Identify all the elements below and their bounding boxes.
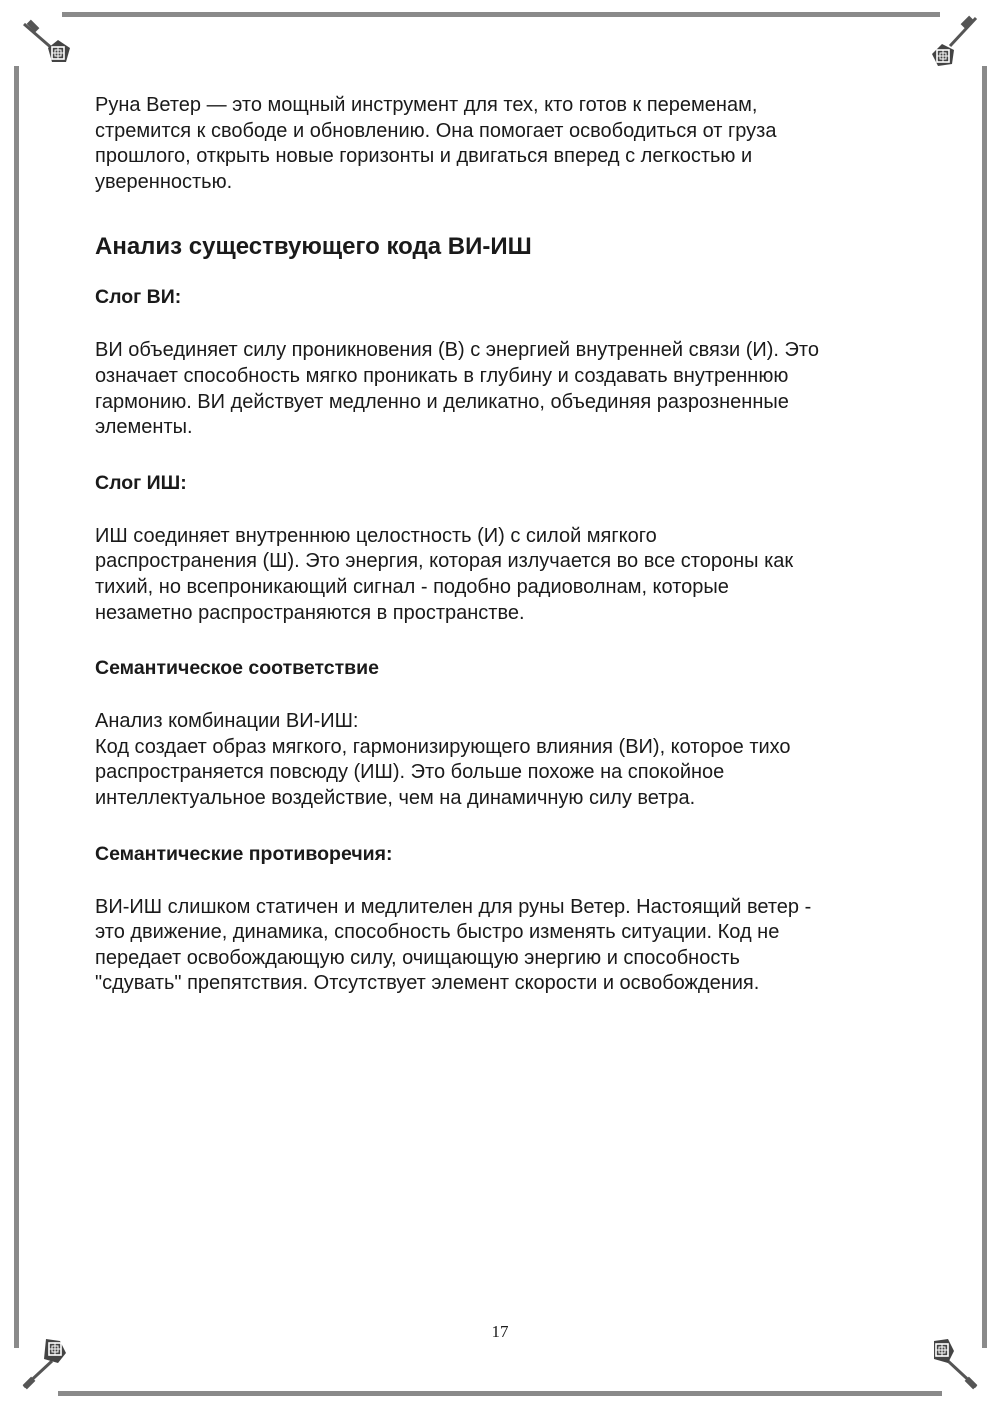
frame-top-line: [62, 12, 940, 17]
semantic-contradictions-block: [95, 842, 907, 997]
paragraph-semantic-contradictions: ВИ-ИШ слишком статичен и медлителен для руны Ветер. Настоящий ветер - это движение, динамика, способность быстро изменять ситуации. Код не передает освобождающую силу, очищающую энергию и способность "сдувать" препятствия. Отсутствует элемент скорости и освобождения.: [95, 895, 812, 995]
subheading-ish: Слог ИШ:: [95, 471, 187, 494]
semantic-match-block: [95, 656, 907, 811]
syllable-ish-block: [95, 471, 907, 626]
page-content: [95, 93, 907, 1027]
paragraph-ish: ИШ соединяет внутреннюю целостность (И) с силой мягкого распространения (Ш). Это энергия, которая излучается во все стороны как тихий, но всепроникающий сигнал - подобно радиоволнам, которые незаметно распространяются в пространстве.: [95, 524, 794, 624]
page-number: 17: [491, 1322, 509, 1341]
subheading-vi: Слог ВИ:: [95, 286, 182, 309]
frame-bottom-line: [58, 1391, 942, 1396]
section-heading: Анализ существующего кода ВИ-ИШ: [95, 233, 532, 261]
corner-ornament-icon: [912, 12, 982, 82]
frame-right-line: [982, 66, 987, 1348]
intro-paragraph: Руна Ветер — это мощный инструмент для тех, кто готов к переменам, стремится к свободе и обновлению. Она помогает освободиться от груза прошлого, открыть новые горизонты и двигаться вперед с легкостью и уверенностью.: [95, 94, 777, 193]
corner-ornament-icon: [18, 18, 88, 88]
frame-left-line: [14, 66, 19, 1348]
paragraph-vi: ВИ объединяет силу проникновения (В) с энергией внутренней связи (И). Это означает способность мягко проникать в глубину и создавать внутреннюю гармонию. ВИ действует медленно и деликатно, объединяя разрозненные элементы.: [95, 339, 819, 439]
subheading-semantic-match: Семантическое соответствие: [95, 657, 379, 680]
subheading-semantic-contradictions: Семантические противоречия:: [95, 842, 393, 865]
paragraph-semantic-match: Анализ комбинации ВИ-ИШ: Код создает образ мягкого, гармонизирующего влияния (ВИ), которое тихо распространяется повсюду (ИШ). Это больше похоже на спокойное интеллектуальное воздействие, чем на динамичную силу ветра.: [95, 710, 791, 809]
syllable-vi-block: [95, 285, 907, 440]
